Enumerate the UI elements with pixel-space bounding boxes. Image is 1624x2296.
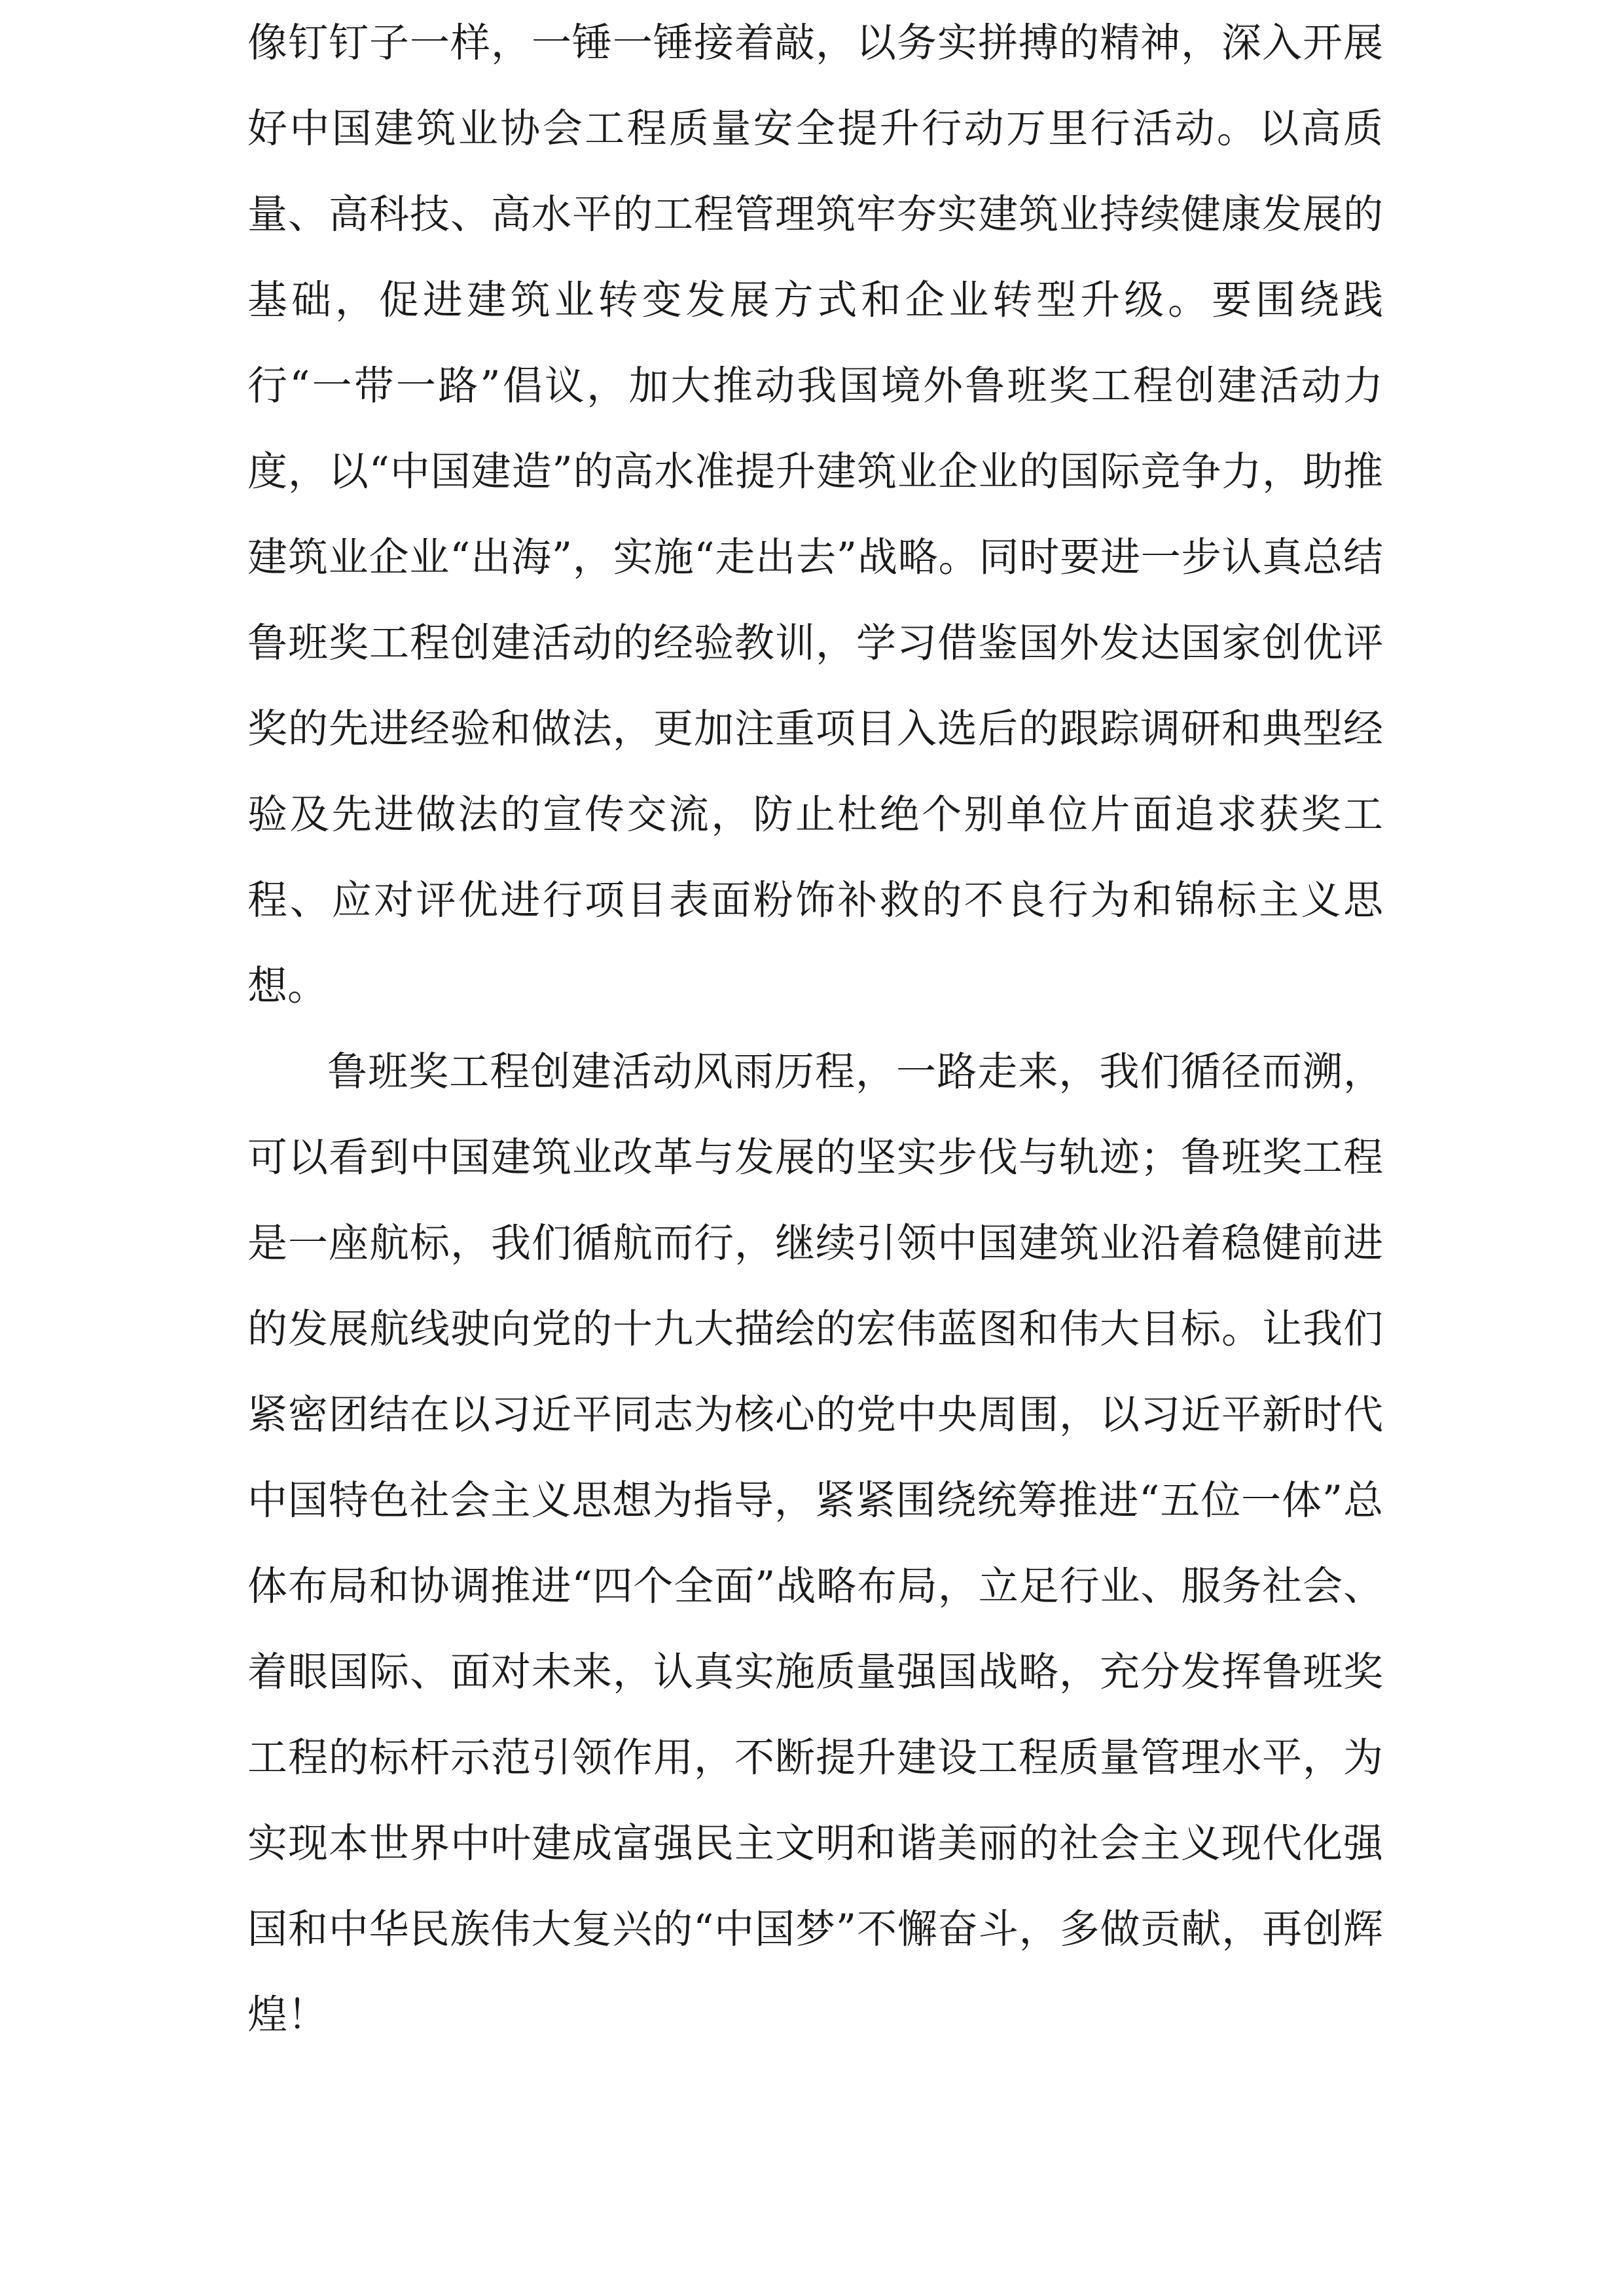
paragraph-conclusion: 鲁班奖工程创建活动风雨历程，一路走来，我们循径而溯，可以看到中国建筑业改革与发展的坚实步伐与轨迹；鲁班奖工程是一座航标，我们循航而行，继续引领中国建筑业沿着稳健前进的发展航线驶向党的十九大描绘的宏伟蓝图和伟大目标。让我们紧密团结在以习近平同志为核心的党中央周围，以习近平新时代中国特色社会主义思想为指导，紧紧围绕统筹推进“五位一体”总体布局和协调推进“四个全面”战略布局，立足行业、服务社会、着眼国际、面对未来，认真实施质量强国战略，充分发挥鲁班奖工程的标杆示范引领作用，不断提升建设工程质量管理水平，为实现本世界中叶建成富强民主文明和谐美丽的社会主义现代化强国和中华民族伟大复兴的“中国梦”不懈奋斗，多做贡献，再创辉煌！ <box>247 1049 1383 2038</box>
paragraph-continuation: 像钉钉子一样，一锤一锤接着敲，以务实拼搏的精神，深入开展好中国建筑业协会工程质量安全提升行动万里行活动。以高质量、高科技、高水平的工程管理筑牢夯实建筑业持续健康发展的基础，促进建筑业转变发展方式和企业转型升级。要围绕践行“一带一路”倡议，加大推动我国境外鲁班奖工程创建活动力度，以“中国建造”的高水准提升建筑业企业的国际竞争力，助推建筑业企业“出海”，实施“走出去”战略。同时要进一步认真总结鲁班奖工程创建活动的经验教训，学习借鉴国外发达国家创优评奖的先进经验和做法，更加注重项目入选后的跟踪调研和典型经验及先进做法的宣传交流，防止杜绝个别单位片面追求获奖工程、应对评优进行项目表面粉饰补救的不良行为和锦标主义思想。 <box>247 20 1383 1009</box>
document-body <box>247 0 1383 2058</box>
